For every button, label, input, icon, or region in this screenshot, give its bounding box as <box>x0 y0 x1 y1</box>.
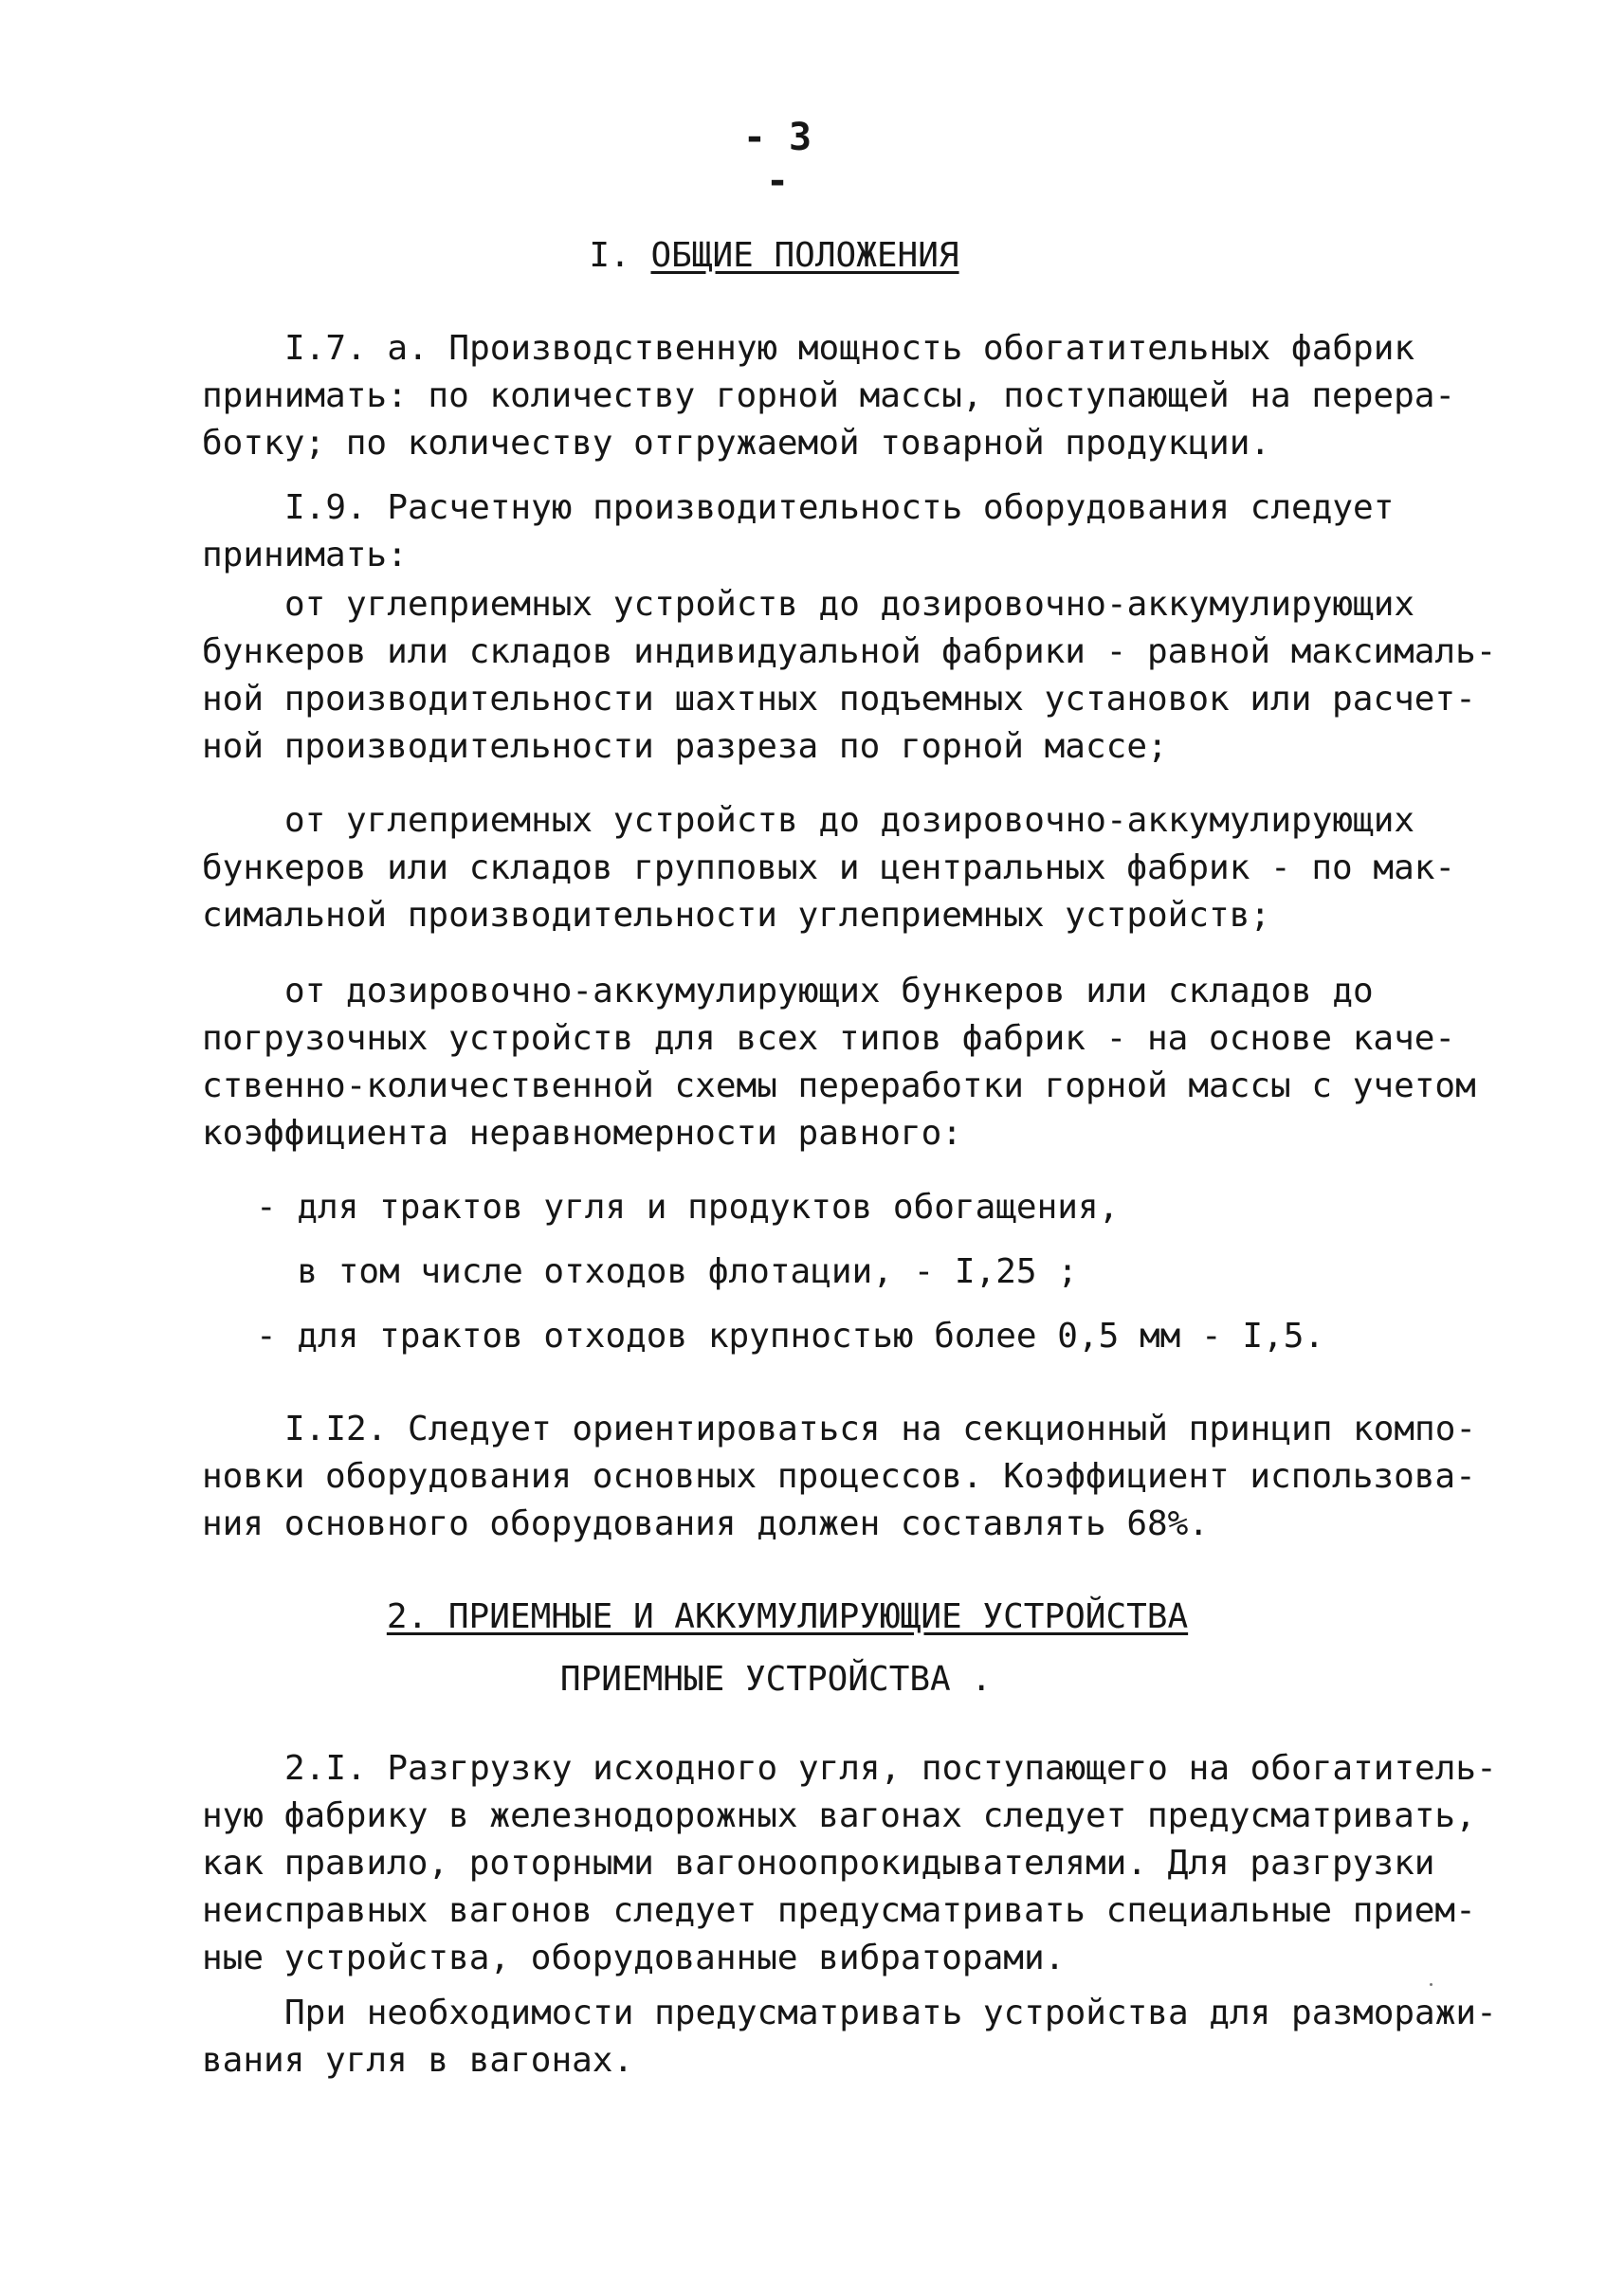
p21-line-4: неисправных вагонов следует предусматривать специальные прием- <box>202 1891 1476 1930</box>
list-item-2: - для трактов отходов крупностью более 0,5 мм - I,5. <box>256 1317 1325 1356</box>
p17-line-1: I.7. а. Производственную мощность обогатительных фабрик <box>284 329 1415 368</box>
p21-line-5: ные устройства, оборудованные вибраторами. <box>202 1939 1066 1977</box>
page-number: - 3 - <box>742 116 812 203</box>
p19-line-1: I.9. Расчетную производительность оборудования следует <box>284 488 1395 527</box>
p21b-line-1: При необходимости предусматривать устройства для разморажи- <box>284 1994 1497 2032</box>
section-1-title: ОБЩИЕ ПОЛОЖЕНИЯ <box>650 236 959 275</box>
p21b-line-2: вания угля в вагонах. <box>202 2041 634 2080</box>
scan-speck <box>1430 1983 1432 1986</box>
p19-line-2: принимать: <box>202 536 408 574</box>
p21-line-3: как правило, роторными вагоноопрокидывателями. Для разгрузки <box>202 1844 1435 1883</box>
p17-line-2: принимать: по количеству горной массы, поступающей на перера- <box>202 376 1456 415</box>
section-2-heading <box>0 1594 1599 1640</box>
p19c-line-1: от дозировочно-аккумулирующих бункеров или складов до <box>284 972 1374 1011</box>
p21-line-2: ную фабрику в железнодорожных вагонах следует предусматривать, <box>202 1796 1476 1835</box>
p19c-line-2: погрузочных устройств для всех типов фабрик - на основе каче- <box>202 1019 1456 1058</box>
p112-line-2: новки оборудования основных процессов. Коэффициент использова- <box>202 1457 1476 1496</box>
list-item-1: - для трактов угля и продуктов обогащения, <box>256 1188 1120 1227</box>
p112-line-3: ния основного оборудования должен составлять 68%. <box>202 1504 1210 1543</box>
p19a-line-4: ной производительности разреза по горной массе; <box>202 727 1168 766</box>
p19b-line-2: бункеров или складов групповых и центральных фабрик - по мак- <box>202 848 1456 887</box>
section-1-heading <box>0 233 1586 279</box>
p112-line-1: I.I2. Следует ориентироваться на секционный принцип компо- <box>284 1410 1477 1448</box>
p19c-line-3: ственно-количественной схемы переработки горной массы с учетом <box>202 1066 1476 1105</box>
list-item-1-cont: в том числе отходов флотации, - I,25 ; <box>256 1252 1078 1291</box>
p19c-line-4: коэффициента неравномерности равного: <box>202 1114 962 1153</box>
p19a-line-1: от углеприемных устройств до дозировочно-аккумулирующих <box>284 585 1415 624</box>
p21-line-1: 2.I. Разгрузку исходного угля, поступающего на обогатитель- <box>284 1749 1497 1788</box>
p17-line-3: ботку; по количеству отгружаемой товарной продукции. <box>202 424 1271 463</box>
p19a-line-3: ной производительности шахтных подъемных установок или расчет- <box>202 680 1476 719</box>
section-1-number: I. <box>589 236 630 275</box>
p19b-line-1: от углеприемных устройств до дозировочно-аккумулирующих <box>284 801 1415 840</box>
p19b-line-3: симальной производительности углеприемных устройств; <box>202 896 1271 935</box>
section-2-title: 2. ПРИЕМНЫЕ И АККУМУЛИРУЮЩИЕ УСТРОЙСТВА <box>386 1597 1189 1636</box>
p19a-line-2: бункеров или складов индивидуальной фабрики - равной максималь- <box>202 632 1497 671</box>
section-2-subtitle: ПРИЕМНЫЕ УСТРОЙСТВА . <box>559 1660 993 1699</box>
